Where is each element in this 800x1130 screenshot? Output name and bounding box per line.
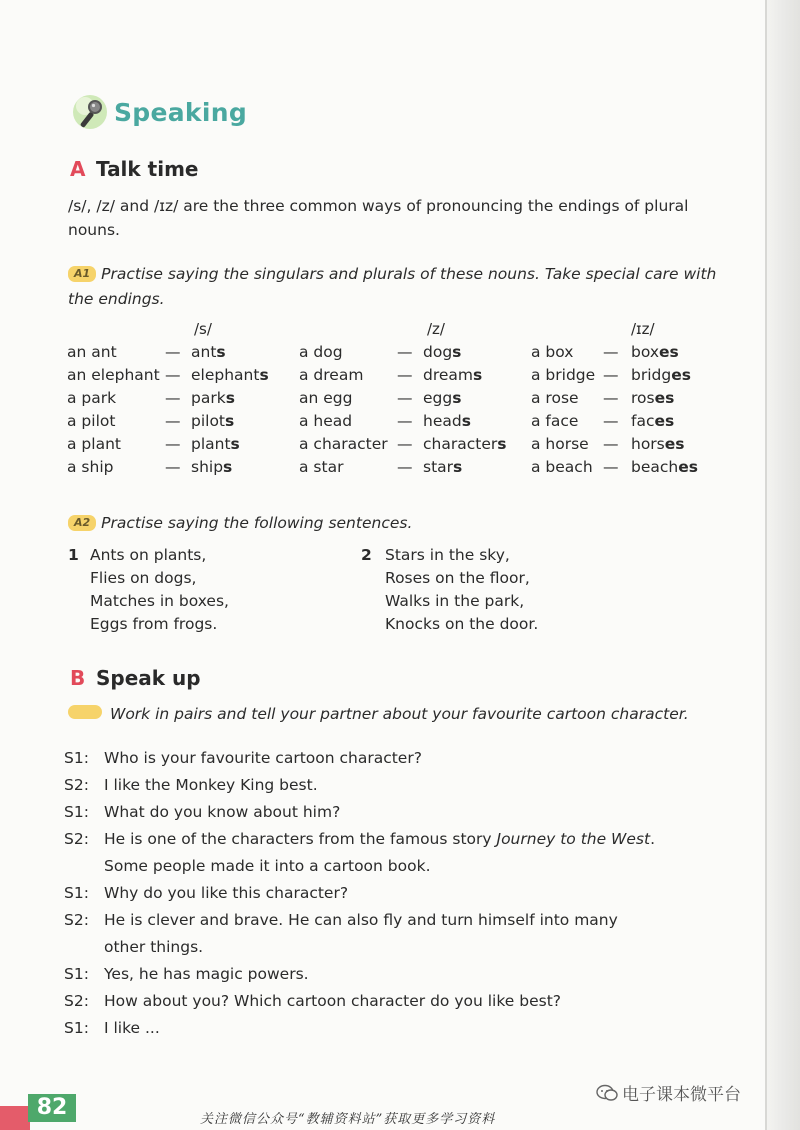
singular-noun: an egg bbox=[299, 389, 353, 407]
poem-line: Eggs from frogs. bbox=[90, 615, 218, 633]
singular-noun: a dream bbox=[299, 366, 364, 384]
plural-ending: es bbox=[659, 343, 679, 361]
page-edge-line bbox=[765, 0, 767, 1130]
poem-line: Matches in boxes, bbox=[90, 592, 229, 610]
dash: — bbox=[397, 343, 413, 361]
plural-stem: elephant bbox=[191, 366, 260, 384]
dash: — bbox=[603, 366, 619, 384]
dialogue-line bbox=[64, 772, 704, 799]
section-a-letter: A bbox=[70, 157, 86, 181]
plural-stem: fac bbox=[631, 412, 655, 430]
phoneme-label: /s/ bbox=[194, 320, 212, 338]
plural-ending: s bbox=[216, 343, 226, 361]
plural-stem: ship bbox=[191, 458, 224, 476]
singular-noun: a rose bbox=[531, 389, 579, 407]
section-b-letter: B bbox=[70, 666, 86, 690]
plural-ending: s bbox=[453, 458, 463, 476]
speaker: S1: bbox=[64, 965, 89, 983]
plural-ending: s bbox=[259, 366, 269, 384]
section-b-instruction: Work in pairs and tell your partner about your favourite cartoon character. bbox=[110, 705, 689, 723]
page-corner-decoration bbox=[0, 1106, 30, 1130]
singular-noun: a horse bbox=[531, 435, 589, 453]
poem-2 bbox=[361, 544, 538, 636]
plural-ending: es bbox=[671, 366, 691, 384]
plural-stem: beach bbox=[631, 458, 679, 476]
plural-ending: s bbox=[225, 389, 235, 407]
plural-stem: star bbox=[423, 458, 454, 476]
speaker: S2: bbox=[64, 830, 89, 848]
section-a-title: Talk time bbox=[96, 157, 199, 181]
plural-stem: bridg bbox=[631, 366, 672, 384]
noun-pair bbox=[67, 387, 269, 410]
noun-pair bbox=[67, 456, 269, 479]
microphone-icon bbox=[70, 92, 110, 132]
plural-stem: ant bbox=[191, 343, 217, 361]
dialogue bbox=[64, 745, 704, 1042]
dash: — bbox=[603, 343, 619, 361]
phoneme-label: /z/ bbox=[427, 320, 445, 338]
plural-ending: es bbox=[664, 435, 685, 453]
dialogue-line bbox=[64, 907, 704, 961]
dash: — bbox=[397, 389, 413, 407]
plural-stem: plant bbox=[191, 435, 231, 453]
singular-noun: a face bbox=[531, 412, 579, 430]
story-title: Journey to the West bbox=[496, 830, 651, 848]
section-b-heading bbox=[70, 666, 201, 690]
singular-noun: a head bbox=[299, 412, 353, 430]
noun-pair bbox=[531, 433, 698, 456]
plural-ending: s bbox=[225, 412, 235, 430]
noun-pair bbox=[531, 364, 698, 387]
page-number: 82 bbox=[28, 1094, 76, 1122]
plural-column-z bbox=[299, 317, 506, 479]
dialogue-text bbox=[104, 826, 704, 880]
dialogue-line bbox=[64, 1015, 704, 1042]
plural-ending: s bbox=[223, 458, 233, 476]
plural-stem: park bbox=[191, 389, 226, 407]
plural-stem: head bbox=[423, 412, 462, 430]
speaker: S2: bbox=[64, 776, 89, 794]
dialogue-text: What do you know about him? bbox=[104, 803, 341, 821]
dialogue-text bbox=[104, 907, 704, 961]
plural-stem: box bbox=[631, 343, 660, 361]
dash: — bbox=[603, 389, 619, 407]
dialogue-text-part: He is one of the characters from the famous story bbox=[104, 830, 497, 848]
singular-noun: a star bbox=[299, 458, 344, 476]
a2-instruction-block bbox=[68, 511, 728, 536]
poem-line: Flies on dogs, bbox=[90, 569, 197, 587]
page-section-title: Speaking bbox=[114, 97, 248, 127]
dialogue-line bbox=[64, 745, 704, 772]
dialogue-text-part: Some people made it into a cartoon book. bbox=[104, 857, 431, 875]
poem-line: Roses on the floor, bbox=[385, 569, 530, 587]
noun-pair bbox=[531, 387, 698, 410]
dialogue-text: Yes, he has magic powers. bbox=[104, 965, 309, 983]
singular-noun: a plant bbox=[67, 435, 121, 453]
speaker: S1: bbox=[64, 803, 89, 821]
plural-ending: s bbox=[497, 435, 507, 453]
section-a-intro: /s/, /z/ and /ɪz/ are the three common ways of pronouncing the endings of plural nouns. bbox=[68, 197, 689, 239]
dash: — bbox=[397, 435, 413, 453]
plural-ending: es bbox=[654, 389, 675, 407]
phoneme-label: /ɪz/ bbox=[631, 320, 655, 338]
dialogue-text-part: . bbox=[650, 830, 656, 848]
noun-pair bbox=[299, 456, 506, 479]
speaker: S2: bbox=[64, 992, 89, 1010]
dash: — bbox=[165, 458, 181, 476]
singular-noun: a beach bbox=[531, 458, 593, 476]
dash: — bbox=[165, 412, 181, 430]
noun-pair bbox=[67, 341, 269, 364]
poem-1 bbox=[68, 544, 229, 636]
plural-stem: ros bbox=[631, 389, 655, 407]
plural-stem: pilot bbox=[191, 412, 226, 430]
section-b-title: Speak up bbox=[96, 666, 201, 690]
dash: — bbox=[165, 366, 181, 384]
poem-number: 2 bbox=[361, 546, 372, 564]
noun-pair bbox=[299, 341, 506, 364]
dialogue-text-part: He is clever and brave. He can also fly and turn himself into many bbox=[104, 911, 618, 929]
singular-noun: a park bbox=[67, 389, 117, 407]
wechat-icon bbox=[596, 1084, 618, 1102]
noun-pair bbox=[531, 456, 698, 479]
poem-line: Stars in the sky, bbox=[385, 546, 510, 564]
dialogue-line bbox=[64, 880, 704, 907]
dialogue-line bbox=[64, 988, 704, 1015]
dash: — bbox=[603, 458, 619, 476]
a2-tag: A2 bbox=[68, 515, 96, 531]
poem-line: Walks in the park, bbox=[385, 592, 525, 610]
plural-ending: s bbox=[230, 435, 240, 453]
plural-stem: egg bbox=[423, 389, 453, 407]
singular-noun: a box bbox=[531, 343, 574, 361]
dash: — bbox=[165, 343, 181, 361]
noun-pair bbox=[299, 364, 506, 387]
singular-noun: a pilot bbox=[67, 412, 116, 430]
dash: — bbox=[603, 435, 619, 453]
speaker: S1: bbox=[64, 749, 89, 767]
noun-pair bbox=[531, 341, 698, 364]
footer-note: 关注微信公众号“教辅资料站”获取更多学习资料 bbox=[200, 1112, 496, 1127]
dash: — bbox=[397, 458, 413, 476]
plural-ending: s bbox=[452, 389, 462, 407]
book-spine-shadow bbox=[766, 0, 800, 1130]
speaking-header bbox=[70, 92, 247, 132]
singular-noun: an ant bbox=[67, 343, 117, 361]
dialogue-text: Who is your favourite cartoon character? bbox=[104, 749, 422, 767]
plural-stem: hors bbox=[631, 435, 665, 453]
speaker: S1: bbox=[64, 884, 89, 902]
dash: — bbox=[397, 366, 413, 384]
dialogue-text: I like ... bbox=[104, 1019, 160, 1037]
speaker: S1: bbox=[64, 1019, 89, 1037]
singular-noun: a character bbox=[299, 435, 388, 453]
noun-pair bbox=[531, 410, 698, 433]
section-a-heading bbox=[70, 157, 199, 181]
dialogue-text: I like the Monkey King best. bbox=[104, 776, 318, 794]
singular-noun: a dog bbox=[299, 343, 343, 361]
dialogue-line bbox=[64, 799, 704, 826]
noun-pair bbox=[299, 387, 506, 410]
plural-column-iz bbox=[531, 317, 698, 479]
plural-ending: s bbox=[452, 343, 462, 361]
dash: — bbox=[165, 389, 181, 407]
plural-ending: s bbox=[473, 366, 483, 384]
singular-noun: an elephant bbox=[67, 366, 160, 384]
plural-column-s bbox=[67, 317, 269, 479]
plural-stem: character bbox=[423, 435, 498, 453]
dash: — bbox=[397, 412, 413, 430]
dialogue-text: Why do you like this character? bbox=[104, 884, 349, 902]
a2-instruction: Practise saying the following sentences. bbox=[101, 514, 413, 532]
noun-pair bbox=[299, 433, 506, 456]
plural-stem: dream bbox=[423, 366, 474, 384]
a1-instruction: Practise saying the singulars and plurals of these nouns. Take special care with the endings. bbox=[68, 265, 717, 308]
plural-ending: es bbox=[654, 412, 675, 430]
singular-noun: a bridge bbox=[531, 366, 596, 384]
dash: — bbox=[165, 435, 181, 453]
plural-ending: s bbox=[461, 412, 471, 430]
watermark bbox=[596, 1080, 741, 1105]
noun-pair bbox=[67, 410, 269, 433]
poem-number: 1 bbox=[68, 546, 79, 564]
plural-ending: es bbox=[678, 458, 698, 476]
singular-noun: a ship bbox=[67, 458, 114, 476]
section-b-instruction-block bbox=[68, 702, 728, 727]
dash: — bbox=[603, 412, 619, 430]
noun-pair bbox=[67, 364, 269, 387]
watermark-text: 电子课本微平台 bbox=[622, 1085, 741, 1105]
a1-instruction-block bbox=[68, 262, 728, 312]
a1-tag: A1 bbox=[68, 266, 96, 282]
dialogue-text-part: other things. bbox=[104, 938, 204, 956]
noun-pair bbox=[67, 433, 269, 456]
poem-line: Ants on plants, bbox=[90, 546, 207, 564]
instruction-tag bbox=[68, 705, 102, 719]
plural-stem: dog bbox=[423, 343, 453, 361]
noun-pair bbox=[299, 410, 506, 433]
dialogue-text: How about you? Which cartoon character do you like best? bbox=[104, 992, 562, 1010]
dialogue-line bbox=[64, 826, 704, 880]
poem-line: Knocks on the door. bbox=[385, 615, 539, 633]
dialogue-line bbox=[64, 961, 704, 988]
speaker: S2: bbox=[64, 911, 89, 929]
